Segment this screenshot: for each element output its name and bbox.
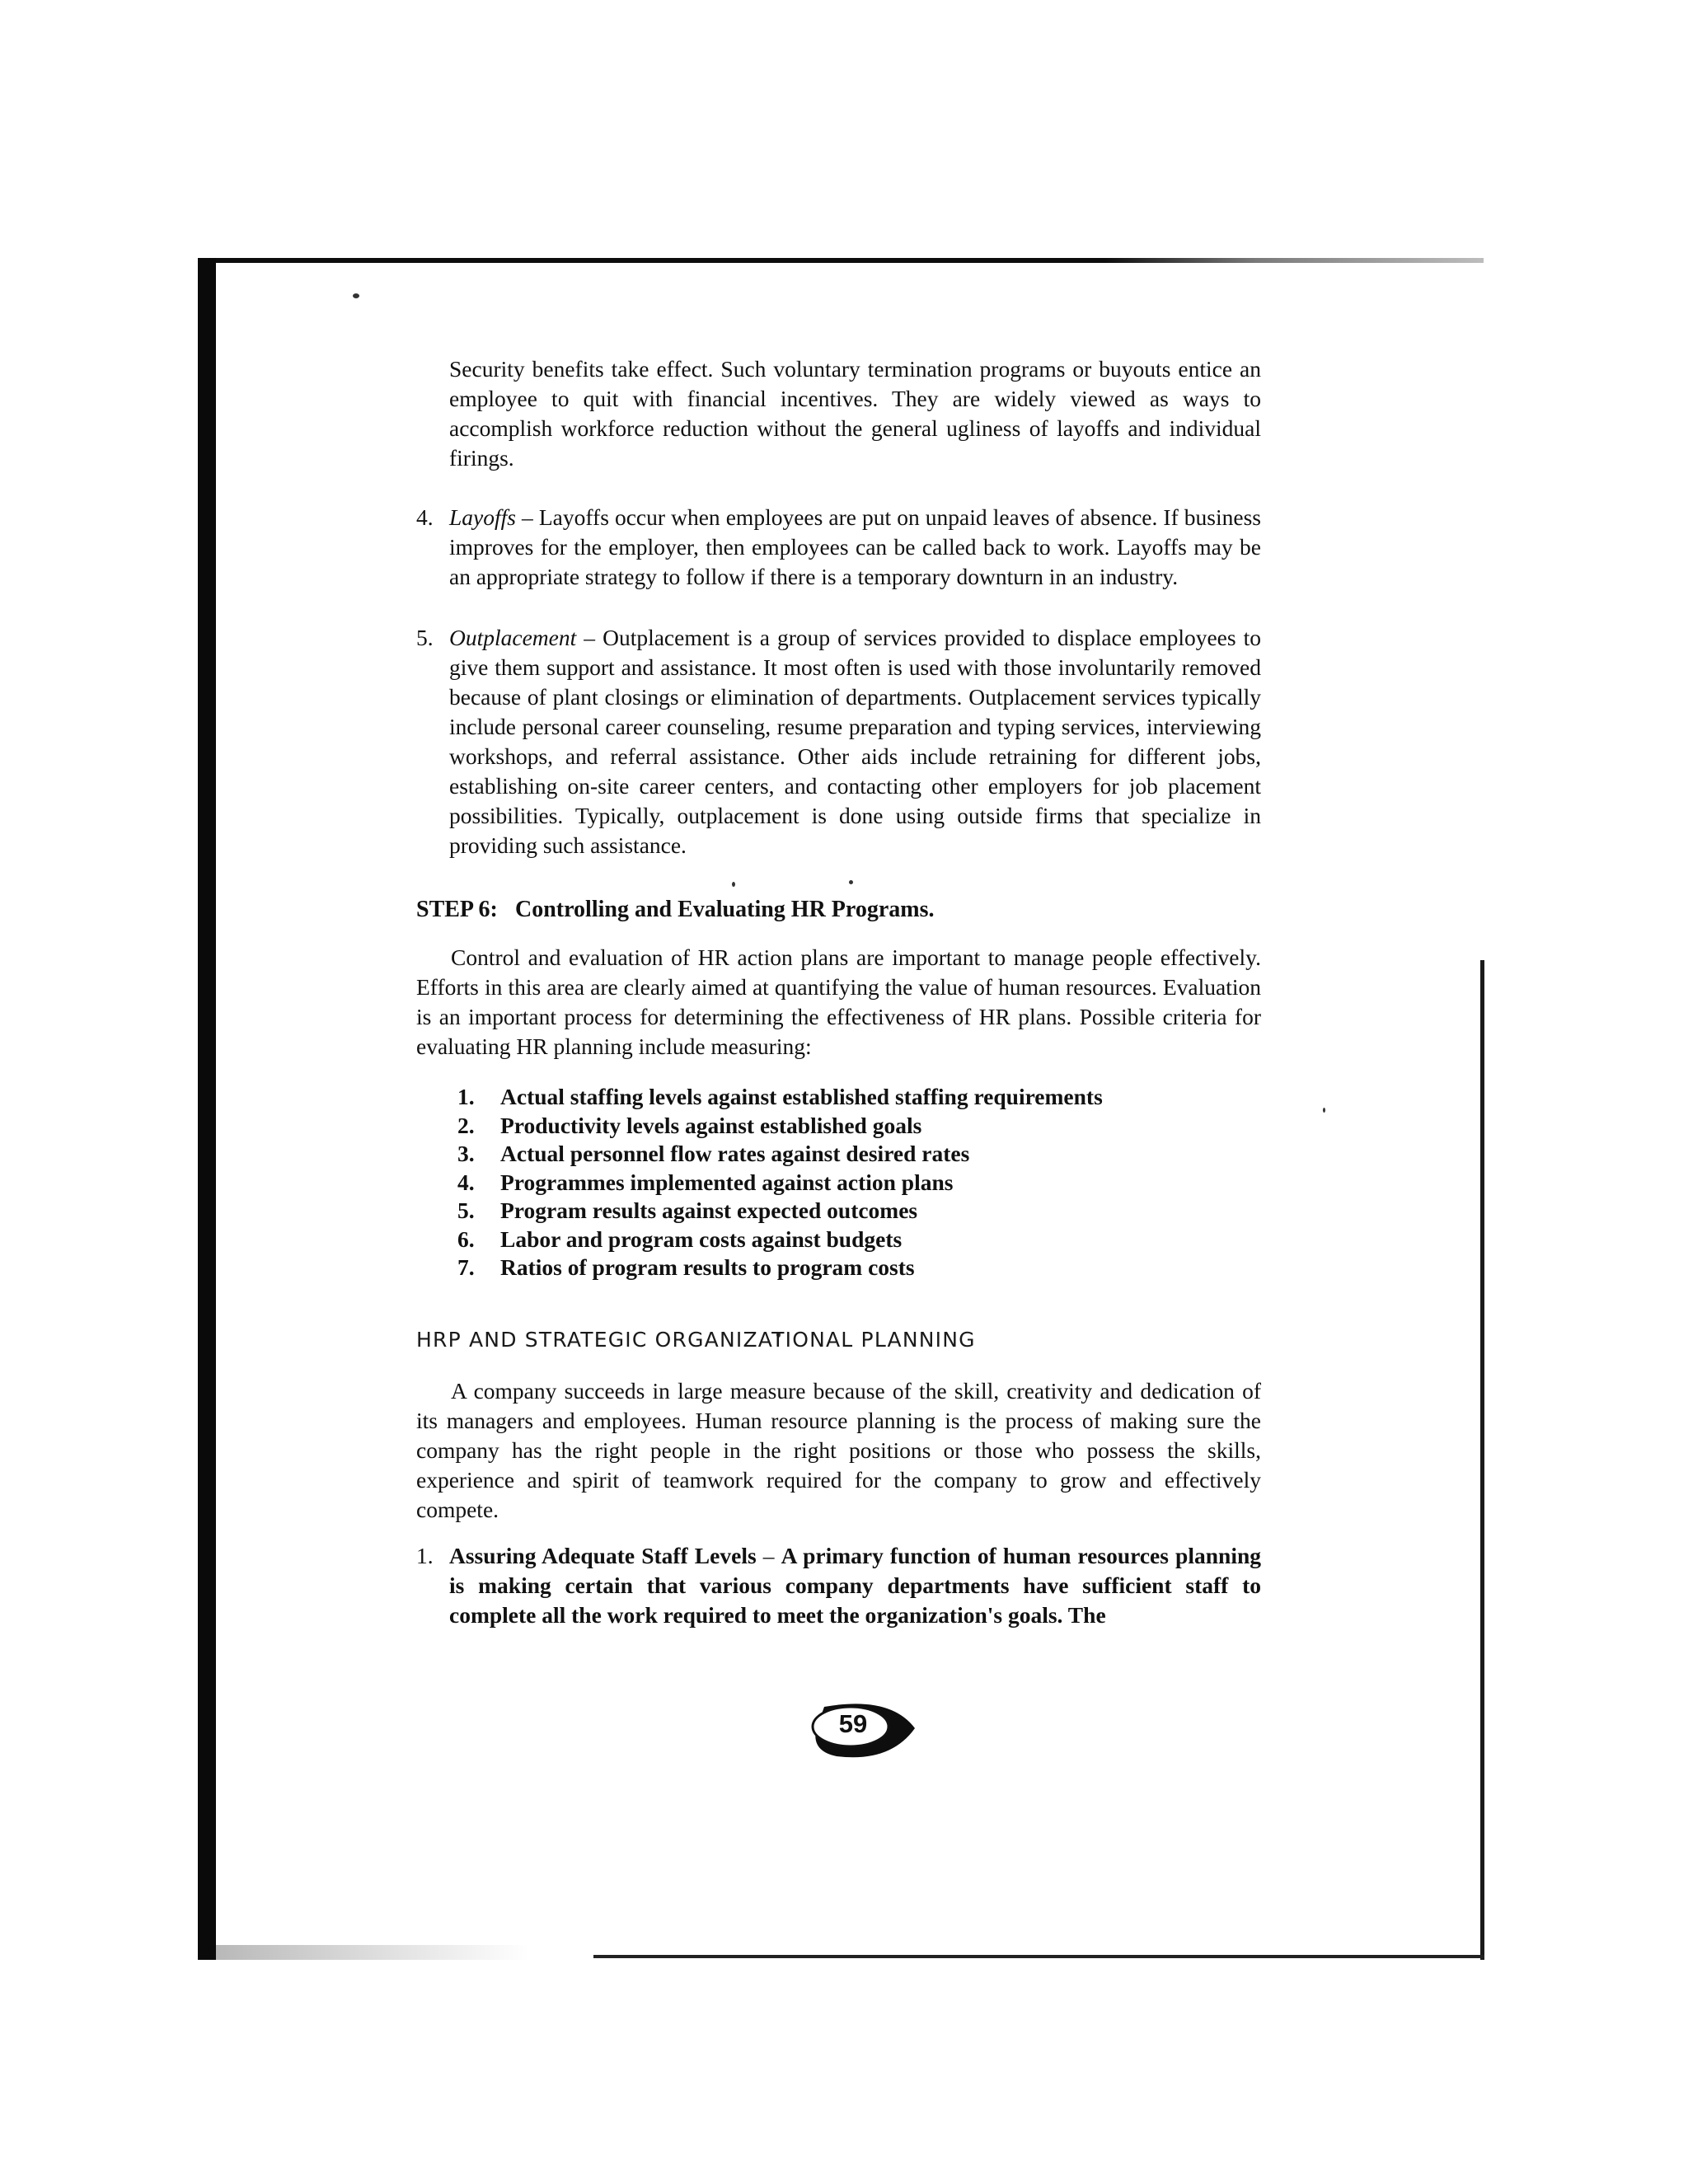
list-item-number: 1.: [416, 1542, 434, 1568]
page-body: [416, 354, 1261, 1630]
list-item-text: A primary function of human resources planning is making certain that various company departments have sufficient staff to complete all the work required to meet the organization's goals. The: [449, 1542, 1262, 1628]
list-item-text: Actual staffing levels against established staffing requirements: [500, 1084, 1103, 1109]
list-item-text: Programmes implemented against action plans: [500, 1169, 954, 1195]
step-label: STEP 6:: [416, 897, 498, 922]
scan-speck: [353, 293, 359, 298]
item-lead-term: Assuring Adequate Staff Levels: [449, 1542, 757, 1568]
scan-speck: [1323, 1108, 1325, 1113]
step-heading: [416, 895, 1261, 925]
list-item-text: Productivity levels against established goals: [500, 1112, 922, 1138]
term-dash: –: [576, 625, 603, 650]
list-item-number: 6.: [457, 1226, 475, 1252]
list-item-outplacement: [416, 623, 1261, 860]
scan-noise-bottom-left: [216, 1945, 529, 1960]
section-heading: HRP AND STRATEGIC ORGANIZATIONAL PLANNING: [416, 1327, 976, 1352]
list-item: [457, 1197, 1261, 1226]
list-item: [457, 1140, 1261, 1169]
list-item-number: 4.: [416, 504, 434, 530]
list-item-number: 2.: [457, 1112, 475, 1138]
list-item-text: Outplacement is a group of services provided to displace employees to give them support and assistance. It most often is used with those involuntarily removed because of plant closings or elimination of departments. Outplacement services typically include personal career counseling, resume preparation and typing services, interviewing workshops, and referral assistance. Other aids include retraining for different jobs, establishing on-site career centers, and contacting other employers for job placement possibilities. Typically, outplacement is done using outside firms that specialize in providing such assistance.: [449, 625, 1262, 858]
list-item-text: Layoffs occur when employees are put on unpaid leaves of absence. If business improves for the employer, then employees can be called back to work. Layoffs may be an appropriate strategy to follow if there is a temporary downturn in an industry.: [449, 504, 1262, 589]
list-item-text: Ratios of program results to program costs: [500, 1254, 915, 1280]
list-item-number: 5.: [457, 1197, 475, 1223]
list-item-text: Labor and program costs against budgets: [500, 1226, 903, 1252]
page-frame-right-border: [1480, 960, 1484, 1960]
section-paragraph: A company succeeds in large measure because of the skill, creativity and dedication of its managers and employees. Human resource planning is the process of making sure the company has the right people in the right positions or those who possess the skills, experience and spirit of teamwork required for the company to grow and effectively compete.: [416, 1377, 1261, 1522]
term-outplacement: Outplacement: [449, 625, 577, 650]
term-dash: –: [756, 1542, 781, 1568]
page-number: 59: [838, 1709, 868, 1738]
list-item-number: 1.: [457, 1084, 475, 1109]
continuation-paragraph: Security benefits take effect. Such voluntary termination programs or buyouts entice an employee to quit with financial incentives. They are widely viewed as ways to accomplish workforce reduction without the general ugliness of layoffs and individual firings.: [449, 356, 1261, 471]
page-frame-bottom-border: [593, 1955, 1484, 1958]
step-title: Controlling and Evaluating HR Programs.: [515, 897, 935, 922]
list-item-text: Actual personnel flow rates against desired rates: [500, 1141, 970, 1166]
criteria-list: [416, 1083, 1261, 1282]
list-item-staff-levels: [416, 1541, 1261, 1630]
term-dash: –: [515, 504, 539, 530]
term-layoffs: Layoffs: [449, 504, 516, 530]
list-item-text: Program results against expected outcomes: [500, 1197, 918, 1223]
list-item: [457, 1169, 1261, 1197]
list-item: [457, 1112, 1261, 1141]
list-item-layoffs: [416, 503, 1261, 592]
list-item-number: 3.: [457, 1141, 475, 1166]
step-paragraph: Control and evaluation of HR action plans are important to manage people effectively. Efforts in this area are clearly aimed at quantifying the value of human resources. Evaluation is an important process for determining the effectiveness of HR plans. Possible criteria for evaluating HR planning include measuring:: [416, 944, 1261, 1059]
list-item: [457, 1226, 1261, 1254]
page-frame-left-border: [198, 258, 216, 1960]
list-item-number: 4.: [457, 1169, 475, 1195]
page-frame-top-border-fade: [1104, 258, 1484, 263]
list-item: [457, 1083, 1261, 1112]
page-number-badge: [791, 1695, 923, 1763]
list-item-number: 7.: [457, 1254, 475, 1280]
list-item-number: 5.: [416, 625, 434, 650]
list-item: [457, 1254, 1261, 1282]
